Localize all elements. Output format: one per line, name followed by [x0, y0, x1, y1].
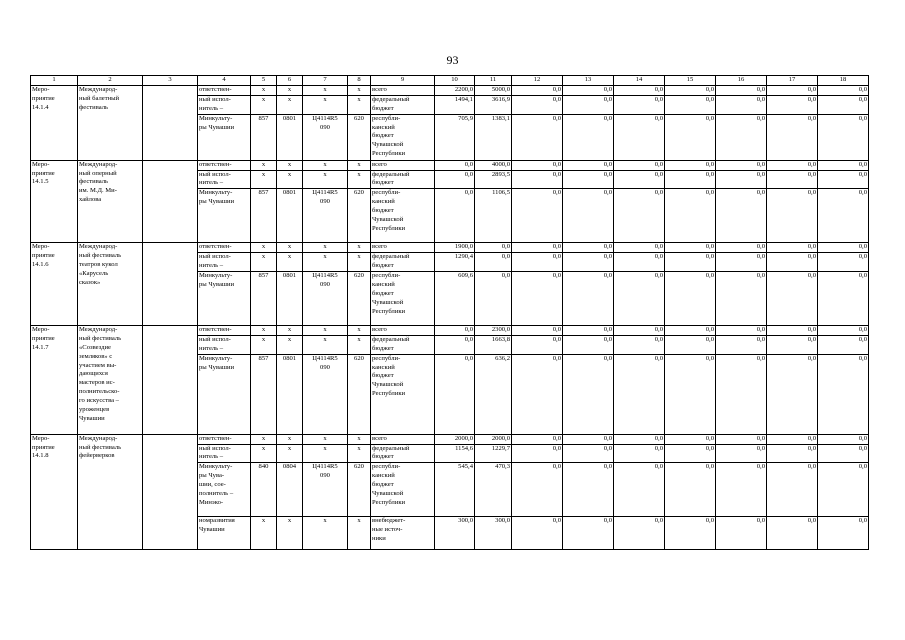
- funding-source: республи- канский бюджет Чувашской Республики: [371, 114, 435, 160]
- year-value: 0,0: [614, 189, 665, 243]
- year-value: 0,0: [512, 86, 563, 96]
- year-value: 705,9: [435, 114, 475, 160]
- year-value: 0,0: [767, 253, 818, 272]
- column-number-row: [31, 76, 869, 86]
- column-number: 14: [614, 76, 665, 86]
- year-value: 1106,5: [475, 189, 512, 243]
- year-value: 0,0: [767, 335, 818, 354]
- funding-source: всего: [371, 86, 435, 96]
- expense-type: x: [348, 170, 371, 189]
- year-value: 0,0: [818, 170, 869, 189]
- year-value: 0,0: [665, 114, 716, 160]
- year-value: 1383,1: [475, 114, 512, 160]
- year-value: 0,0: [512, 243, 563, 253]
- section-code: x: [277, 335, 303, 354]
- expense-type: x: [348, 326, 371, 336]
- section-code: 0801: [277, 114, 303, 160]
- year-value: 0,0: [435, 189, 475, 243]
- year-value: 0,0: [563, 160, 614, 170]
- section-code: x: [277, 243, 303, 253]
- measure-name: Международ- ный фестиваль фейерверков: [78, 434, 143, 550]
- section-code: 0804: [277, 463, 303, 517]
- funding-source: республи- канский бюджет Чувашской Республики: [371, 272, 435, 326]
- year-value: 0,0: [614, 354, 665, 434]
- target-article: Ц4114R5 090: [303, 463, 348, 517]
- year-value: 0,0: [716, 354, 767, 434]
- year-value: 0,0: [475, 253, 512, 272]
- measure-col3: [143, 86, 198, 161]
- year-value: 0,0: [665, 517, 716, 550]
- measure-name: Международ- ный балетный фестиваль: [78, 86, 143, 161]
- year-value: 0,0: [818, 326, 869, 336]
- table-row: [31, 86, 869, 96]
- year-value: 0,0: [665, 326, 716, 336]
- measure-code: Меро- приятие 14.1.8: [31, 434, 78, 550]
- column-number: 17: [767, 76, 818, 86]
- grbs-code: x: [251, 170, 277, 189]
- measure-name: Международ- ный фестиваль театров кукол «Карусель сказок»: [78, 243, 143, 326]
- year-value: 0,0: [818, 517, 869, 550]
- year-value: 0,0: [563, 86, 614, 96]
- funding-source: республи- канский бюджет Чувашской Республики: [371, 189, 435, 243]
- grbs-code: 857: [251, 354, 277, 434]
- year-value: 0,0: [665, 189, 716, 243]
- section-code: x: [277, 170, 303, 189]
- expense-type: 620: [348, 354, 371, 434]
- table-row: [31, 326, 869, 336]
- expense-type: x: [348, 253, 371, 272]
- year-value: 1900,0: [435, 243, 475, 253]
- year-value: 1229,7: [475, 444, 512, 463]
- year-value: 0,0: [665, 272, 716, 326]
- target-article: Ц4114R5 090: [303, 189, 348, 243]
- year-value: 0,0: [818, 463, 869, 517]
- year-value: 0,0: [665, 434, 716, 444]
- grbs-code: x: [251, 326, 277, 336]
- executor-cell: ответствен-: [198, 326, 251, 336]
- executor-cell: ный испол- нитель –: [198, 253, 251, 272]
- measure-col3: [143, 243, 198, 326]
- year-value: 0,0: [512, 189, 563, 243]
- year-value: 0,0: [563, 326, 614, 336]
- measure-code: Меро- приятие 14.1.7: [31, 326, 78, 435]
- expense-type: x: [348, 95, 371, 114]
- year-value: 0,0: [716, 272, 767, 326]
- column-number: 18: [818, 76, 869, 86]
- section-code: x: [277, 160, 303, 170]
- year-value: 0,0: [563, 243, 614, 253]
- year-value: 0,0: [512, 444, 563, 463]
- grbs-code: 857: [251, 272, 277, 326]
- grbs-code: x: [251, 243, 277, 253]
- year-value: 300,0: [435, 517, 475, 550]
- column-number: 12: [512, 76, 563, 86]
- expense-type: x: [348, 160, 371, 170]
- expense-type: x: [348, 243, 371, 253]
- year-value: 0,0: [716, 444, 767, 463]
- year-value: 0,0: [716, 517, 767, 550]
- year-value: 0,0: [614, 517, 665, 550]
- expense-type: x: [348, 335, 371, 354]
- column-number: 15: [665, 76, 716, 86]
- year-value: 0,0: [435, 335, 475, 354]
- target-article: x: [303, 253, 348, 272]
- expense-type: x: [348, 517, 371, 550]
- year-value: 0,0: [767, 354, 818, 434]
- column-number: 11: [475, 76, 512, 86]
- year-value: 0,0: [665, 354, 716, 434]
- executor-cell: Минкульту- ры Чува- шии, сое- полнитель – Минэко-: [198, 463, 251, 517]
- year-value: 0,0: [818, 253, 869, 272]
- year-value: 0,0: [818, 160, 869, 170]
- year-value: 0,0: [818, 444, 869, 463]
- year-value: 0,0: [614, 243, 665, 253]
- year-value: 2200,0: [435, 86, 475, 96]
- year-value: 1494,1: [435, 95, 475, 114]
- year-value: 0,0: [767, 463, 818, 517]
- year-value: 0,0: [818, 114, 869, 160]
- budget-table: [30, 75, 869, 550]
- year-value: 0,0: [475, 272, 512, 326]
- year-value: 0,0: [818, 95, 869, 114]
- year-value: 0,0: [665, 95, 716, 114]
- executor-cell: Минкульту- ры Чувашии: [198, 354, 251, 434]
- column-number: 2: [78, 76, 143, 86]
- measure-code: Меро- приятие 14.1.6: [31, 243, 78, 326]
- year-value: 0,0: [614, 95, 665, 114]
- funding-source: федеральный бюджет: [371, 253, 435, 272]
- year-value: 0,0: [512, 463, 563, 517]
- grbs-code: x: [251, 160, 277, 170]
- year-value: 0,0: [818, 434, 869, 444]
- year-value: 0,0: [614, 253, 665, 272]
- year-value: 0,0: [818, 354, 869, 434]
- year-value: 0,0: [716, 335, 767, 354]
- measure-col3: [143, 434, 198, 550]
- grbs-code: x: [251, 95, 277, 114]
- funding-source: всего: [371, 243, 435, 253]
- year-value: 0,0: [435, 354, 475, 434]
- year-value: 0,0: [767, 170, 818, 189]
- year-value: 0,0: [767, 114, 818, 160]
- funding-source: федеральный бюджет: [371, 444, 435, 463]
- year-value: 1154,6: [435, 444, 475, 463]
- year-value: 0,0: [563, 434, 614, 444]
- year-value: 0,0: [512, 326, 563, 336]
- year-value: 0,0: [767, 160, 818, 170]
- year-value: 0,0: [665, 253, 716, 272]
- year-value: 0,0: [563, 95, 614, 114]
- grbs-code: x: [251, 86, 277, 96]
- target-article: x: [303, 86, 348, 96]
- section-code: x: [277, 253, 303, 272]
- table-row: [31, 243, 869, 253]
- year-value: 0,0: [716, 95, 767, 114]
- year-value: 0,0: [716, 189, 767, 243]
- year-value: 0,0: [614, 463, 665, 517]
- year-value: 0,0: [563, 354, 614, 434]
- executor-cell: ответствен-: [198, 160, 251, 170]
- year-value: 0,0: [614, 272, 665, 326]
- expense-type: 620: [348, 272, 371, 326]
- year-value: 0,0: [767, 517, 818, 550]
- grbs-code: 857: [251, 114, 277, 160]
- executor-cell: ный испол- нитель –: [198, 335, 251, 354]
- target-article: x: [303, 326, 348, 336]
- year-value: 0,0: [563, 335, 614, 354]
- year-value: 0,0: [512, 517, 563, 550]
- page-number: 93: [446, 53, 459, 67]
- table-row: [31, 160, 869, 170]
- year-value: 609,6: [435, 272, 475, 326]
- year-value: 0,0: [435, 326, 475, 336]
- year-value: 0,0: [512, 114, 563, 160]
- year-value: 0,0: [665, 86, 716, 96]
- expense-type: 620: [348, 463, 371, 517]
- year-value: 4000,0: [475, 160, 512, 170]
- year-value: 2893,5: [475, 170, 512, 189]
- year-value: 0,0: [767, 95, 818, 114]
- section-code: 0801: [277, 354, 303, 434]
- funding-source: всего: [371, 160, 435, 170]
- year-value: 0,0: [614, 444, 665, 463]
- executor-cell: Минкульту- ры Чувашии: [198, 189, 251, 243]
- year-value: 1290,4: [435, 253, 475, 272]
- funding-source: всего: [371, 434, 435, 444]
- section-code: x: [277, 86, 303, 96]
- year-value: 0,0: [614, 160, 665, 170]
- year-value: 0,0: [614, 335, 665, 354]
- funding-source: федеральный бюджет: [371, 95, 435, 114]
- year-value: 0,0: [767, 326, 818, 336]
- measure-name: Международ- ный фестиваль «Созвездие земляков» с участием вы- дающихся мастеров ис- полнительско- го искусства – уроженцев Чувашии: [78, 326, 143, 435]
- target-article: Ц4114R5 090: [303, 272, 348, 326]
- section-code: x: [277, 95, 303, 114]
- year-value: 0,0: [435, 170, 475, 189]
- column-number: 13: [563, 76, 614, 86]
- expense-type: x: [348, 434, 371, 444]
- year-value: 0,0: [563, 114, 614, 160]
- funding-source: всего: [371, 326, 435, 336]
- target-article: x: [303, 170, 348, 189]
- executor-cell: ответствен-: [198, 434, 251, 444]
- column-number: 3: [143, 76, 198, 86]
- target-article: x: [303, 95, 348, 114]
- section-code: x: [277, 434, 303, 444]
- executor-cell: ный испол- нитель –: [198, 444, 251, 463]
- year-value: 0,0: [563, 444, 614, 463]
- year-value: 0,0: [475, 243, 512, 253]
- grbs-code: x: [251, 335, 277, 354]
- year-value: 0,0: [614, 326, 665, 336]
- column-number: 1: [31, 76, 78, 86]
- target-article: x: [303, 517, 348, 550]
- funding-source: республи- канский бюджет Чувашской Республики: [371, 354, 435, 434]
- executor-cell: ответствен-: [198, 243, 251, 253]
- target-article: x: [303, 335, 348, 354]
- grbs-code: 857: [251, 189, 277, 243]
- target-article: x: [303, 243, 348, 253]
- year-value: 0,0: [818, 335, 869, 354]
- year-value: 0,0: [716, 434, 767, 444]
- table-row: [31, 434, 869, 444]
- year-value: 0,0: [716, 463, 767, 517]
- year-value: 0,0: [512, 335, 563, 354]
- measure-name: Международ- ный оперный фестиваль им. М.Д. Ми- хайлова: [78, 160, 143, 243]
- executor-cell: ный испол- нитель –: [198, 95, 251, 114]
- year-value: 5000,0: [475, 86, 512, 96]
- measure-code: Меро- приятие 14.1.5: [31, 160, 78, 243]
- year-value: 0,0: [512, 95, 563, 114]
- target-article: x: [303, 434, 348, 444]
- grbs-code: 840: [251, 463, 277, 517]
- year-value: 0,0: [818, 189, 869, 243]
- executor-cell: номразвития Чувашии: [198, 517, 251, 550]
- measure-code: Меро- приятие 14.1.4: [31, 86, 78, 161]
- year-value: 0,0: [614, 170, 665, 189]
- year-value: 0,0: [563, 517, 614, 550]
- executor-cell: Минкульту- ры Чувашии: [198, 114, 251, 160]
- column-number: 16: [716, 76, 767, 86]
- year-value: 0,0: [818, 243, 869, 253]
- year-value: 0,0: [614, 86, 665, 96]
- year-value: 0,0: [563, 189, 614, 243]
- year-value: 0,0: [716, 253, 767, 272]
- year-value: 0,0: [767, 86, 818, 96]
- year-value: 0,0: [563, 463, 614, 517]
- column-number: 7: [303, 76, 348, 86]
- year-value: 0,0: [512, 272, 563, 326]
- section-code: x: [277, 444, 303, 463]
- year-value: 0,0: [665, 335, 716, 354]
- measure-col3: [143, 326, 198, 435]
- executor-cell: ный испол- нитель –: [198, 170, 251, 189]
- year-value: 0,0: [716, 160, 767, 170]
- executor-cell: Минкульту- ры Чувашии: [198, 272, 251, 326]
- expense-type: 620: [348, 114, 371, 160]
- column-number: 8: [348, 76, 371, 86]
- target-article: Ц4114R5 090: [303, 354, 348, 434]
- column-number: 6: [277, 76, 303, 86]
- year-value: 0,0: [716, 86, 767, 96]
- column-number: 10: [435, 76, 475, 86]
- year-value: 2000,0: [475, 434, 512, 444]
- year-value: 2300,0: [475, 326, 512, 336]
- year-value: 0,0: [614, 114, 665, 160]
- expense-type: x: [348, 444, 371, 463]
- year-value: 0,0: [767, 444, 818, 463]
- funding-source: внебюджет- ные источ- ники: [371, 517, 435, 550]
- target-article: x: [303, 444, 348, 463]
- year-value: 0,0: [665, 243, 716, 253]
- column-number: 4: [198, 76, 251, 86]
- year-value: 0,0: [512, 170, 563, 189]
- year-value: 0,0: [435, 160, 475, 170]
- funding-source: федеральный бюджет: [371, 335, 435, 354]
- target-article: Ц4114R5 090: [303, 114, 348, 160]
- year-value: 0,0: [665, 170, 716, 189]
- year-value: 0,0: [818, 86, 869, 96]
- column-number: 9: [371, 76, 435, 86]
- year-value: 0,0: [563, 253, 614, 272]
- year-value: 0,0: [512, 160, 563, 170]
- section-code: x: [277, 326, 303, 336]
- column-number: 5: [251, 76, 277, 86]
- year-value: 0,0: [767, 189, 818, 243]
- target-article: x: [303, 160, 348, 170]
- funding-source: федеральный бюджет: [371, 170, 435, 189]
- grbs-code: x: [251, 434, 277, 444]
- section-code: 0801: [277, 272, 303, 326]
- funding-source: республи- канский бюджет Чувашской Республики: [371, 463, 435, 517]
- year-value: 636,2: [475, 354, 512, 434]
- year-value: 545,4: [435, 463, 475, 517]
- year-value: 0,0: [767, 272, 818, 326]
- year-value: 0,0: [818, 272, 869, 326]
- grbs-code: x: [251, 253, 277, 272]
- year-value: 0,0: [665, 444, 716, 463]
- year-value: 0,0: [665, 463, 716, 517]
- section-code: 0801: [277, 189, 303, 243]
- year-value: 0,0: [512, 354, 563, 434]
- year-value: 0,0: [716, 243, 767, 253]
- year-value: 0,0: [767, 243, 818, 253]
- year-value: 0,0: [716, 326, 767, 336]
- year-value: 0,0: [512, 253, 563, 272]
- grbs-code: x: [251, 444, 277, 463]
- year-value: 470,3: [475, 463, 512, 517]
- section-code: x: [277, 517, 303, 550]
- year-value: 0,0: [563, 272, 614, 326]
- year-value: 0,0: [716, 114, 767, 160]
- expense-type: 620: [348, 189, 371, 243]
- measure-col3: [143, 160, 198, 243]
- year-value: 0,0: [767, 434, 818, 444]
- year-value: 300,0: [475, 517, 512, 550]
- year-value: 3616,9: [475, 95, 512, 114]
- year-value: 0,0: [614, 434, 665, 444]
- executor-cell: ответствен-: [198, 86, 251, 96]
- grbs-code: x: [251, 517, 277, 550]
- year-value: 0,0: [563, 170, 614, 189]
- year-value: 2000,0: [435, 434, 475, 444]
- expense-type: x: [348, 86, 371, 96]
- year-value: 1663,8: [475, 335, 512, 354]
- year-value: 0,0: [665, 160, 716, 170]
- year-value: 0,0: [716, 170, 767, 189]
- year-value: 0,0: [512, 434, 563, 444]
